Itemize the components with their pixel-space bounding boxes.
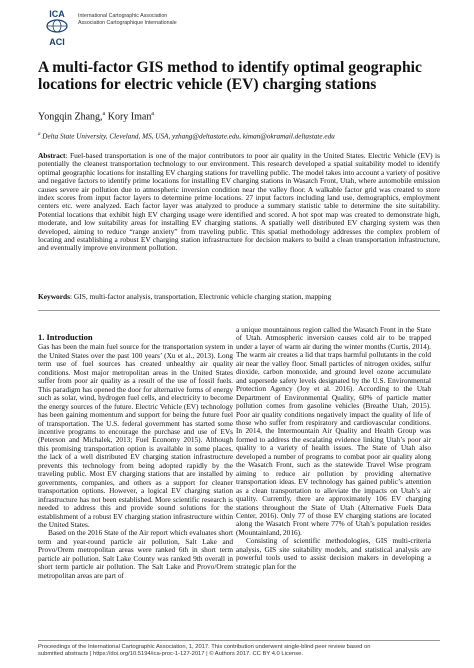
- section-divider: [38, 310, 440, 311]
- page-footer: [38, 640, 440, 658]
- association-name: [78, 13, 177, 27]
- intro-paragraph-3: a unique mountainous region called the Wasatch Front in the State of Utah. Atmospheric inversion causes cold air to be trapped under a layer of warm air during the winter months (Curtis, 2014). The warm air creates a lid that traps harmful pollutants in the cold air near the valley floor. Small particles of nitrogen oxides, sulfur dioxide, carbon monoxide, and ground level ozone accumulate and supersede safety levels designated by the U.S. Environmental Protection Agency (Joy et al. 2016). According to the Utah Department of Environmental Quality, 60% of particle matter pollution comes from gasoline vehicles (Breathe Utah, 2015). Poor air quality conditions negatively impact the quality of life of those who suffer from respiratory and cardiovascular conditions. In 2014, the Intermountain Air Quality and Health Group was formed to address the escalating evidence linking Utah’s poor air quality to a variety of health issues. The State of Utah also developed a number of programs to combat poor air quality along the Wasatch Front, such as the statewide Travel Wise program aiming to reduce air pollution by providing alternative transportation ideas. EV technology has gained public’s attention as a clean transportation to alleviate the impacts on Utah’s air quality. Currently, there are approximately 106 EV charging stations throughout the State of Utah (Alternative Fuels Data Center, 2016). Only 77 of those EV charging stations are located along the Wasatch Front where 77% of Utah’s population resides (Mountainland, 2016).: [236, 325, 431, 537]
- intro-paragraph-1: Gas has been the main fuel source for the transportation system in the United States over the past 100 years’ (Xu et al., 2013). Long term use of fuel sources has created unhealthy air quality conditions. Most major metropolitan areas in the United States suffer from poor air quality as a result of the use of fossil fuels. This paradigm has opened the door for alternative forms of energy such as solar, wind, hydrogen fuel cells, and electricity to become the energy sources of the future. Electric Vehicle (EV) technology has been gaining momentum and support for being the future fuel of transportation. The U.S. federal government has started some incentive programs to encourage the purchase and use of EVs (Peterson and Michalek, 2013; Fuel Economy 2015). Although this promising transportation option is available in some places, the lack of a well distributed EV charging station infrastructure prevents this technology from being adopted rapidly by the traveling public. Most EV charging stations that are installed by governments, companies, and others as a support for cleaner transportation options. However, a logical EV charging station infrastructure has not been established. More scientific research is needed to address this and provide sound solutions for the establishment of a robust EV charging station infrastructure within the United States.: [38, 342, 233, 529]
- keywords-label: Keywords: [38, 292, 71, 301]
- keywords: [38, 292, 440, 301]
- intro-paragraph-4: Consisting of scientific methodologies, GIS multi-criteria analysis, GIS site suitability models, and statistical analysis are powerful tools used to assist decision makers in developing a strategic plan for the: [236, 536, 431, 571]
- author-1-affil: a: [102, 111, 106, 117]
- abstract-label: Abstract: [38, 151, 66, 160]
- author-1: Yongqin Zhang,: [38, 111, 103, 123]
- ica-logo: [46, 9, 68, 47]
- left-column: [38, 333, 233, 580]
- association-name-en: International Cartographic Association: [78, 13, 168, 19]
- footer-line-1: Proceedings of the International Cartographic Association, 1, 2017. This contribution underwent single-blind peer review based on: [38, 644, 371, 650]
- logo-text-ica: ICA: [49, 9, 65, 19]
- journal-header: [46, 9, 446, 47]
- author-2-affil: a: [151, 111, 154, 117]
- association-name-fr: Association Cartographique Internationale: [78, 20, 177, 26]
- affiliation: [38, 132, 458, 140]
- keywords-text: : GIS, multi-factor analysis, transportation, Electronic vehicle charging station, mapping: [70, 292, 332, 301]
- right-column: [236, 326, 431, 571]
- affiliation-text: Delta State University, Cleveland, MS, USA, yzhang@deltastate.edu, kiman@okramail.deltastate.edu: [40, 132, 335, 141]
- section-heading-introduction: 1. Introduction: [38, 332, 93, 342]
- footer-line-2: submitted abstracts | https://doi.org/10.5194/ica-proc-1-127-2017 | © Authors 2017. CC BY 4.0 License.: [38, 651, 303, 657]
- globe-icon: [46, 19, 68, 33]
- intro-paragraph-2: Based on the 2016 State of the Air report which evaluates short term and year-round particle air pollution, Salt Lake and Provo/Orem metropolitan areas were ranked 6th in short term particle air pollution. Salt Lake County was ranked 9th overall in short term particle air pollution. The Salt Lake and Provo/Orem metropolitan areas are part of: [38, 528, 233, 580]
- abstract: [38, 152, 440, 253]
- author-list: [38, 111, 154, 122]
- logo-text-aci: ACI: [49, 37, 65, 47]
- paper-title: A multi-factor GIS method to identify optimal geographic locations for electric vehicle (EV) charging stations: [38, 59, 422, 93]
- affiliation-marker: a: [38, 132, 41, 137]
- author-2: Kory Iman: [105, 111, 152, 123]
- abstract-text: : Fuel-based transportation is one of the major contributors to poor air quality in the United States. Electric Vehicle (EV) is potentially the cleanest transportation technology to our environment. This research developed a spatial suitability model to identify optimal geographic locations for installing EV charging stations for travelling public. The model takes into account a variety of positive and negative factors to identify prime locations for installing EV charging stations in Wasatch Front, Utah, where automobile emission causes severe air pollution due to atmospheric inversion condition near the valley floor. A walkable factor grid was created to store index scores from input factor layers to determine prime locations. 27 input factors including land use, demographics, employment centers etc. were analyzed. Each factor layer was analyzed to produce a summary statistic table to determine the site suitability. Potential locations that exhibit high EV charging usage were identified and scored. A hot spot map was created to demonstrate high, moderate, and low suitability areas for installing EV charging stations. A spatially well distributed EV charging system was then developed, aiming to reduce “range anxiety” from traveling public. This spatial methodology addresses the complex problem of locating and establishing a robust EV charging station infrastructure for decision makers to build a clean transportation infrastructure, and eventually improve environment pollution.: [38, 151, 440, 253]
